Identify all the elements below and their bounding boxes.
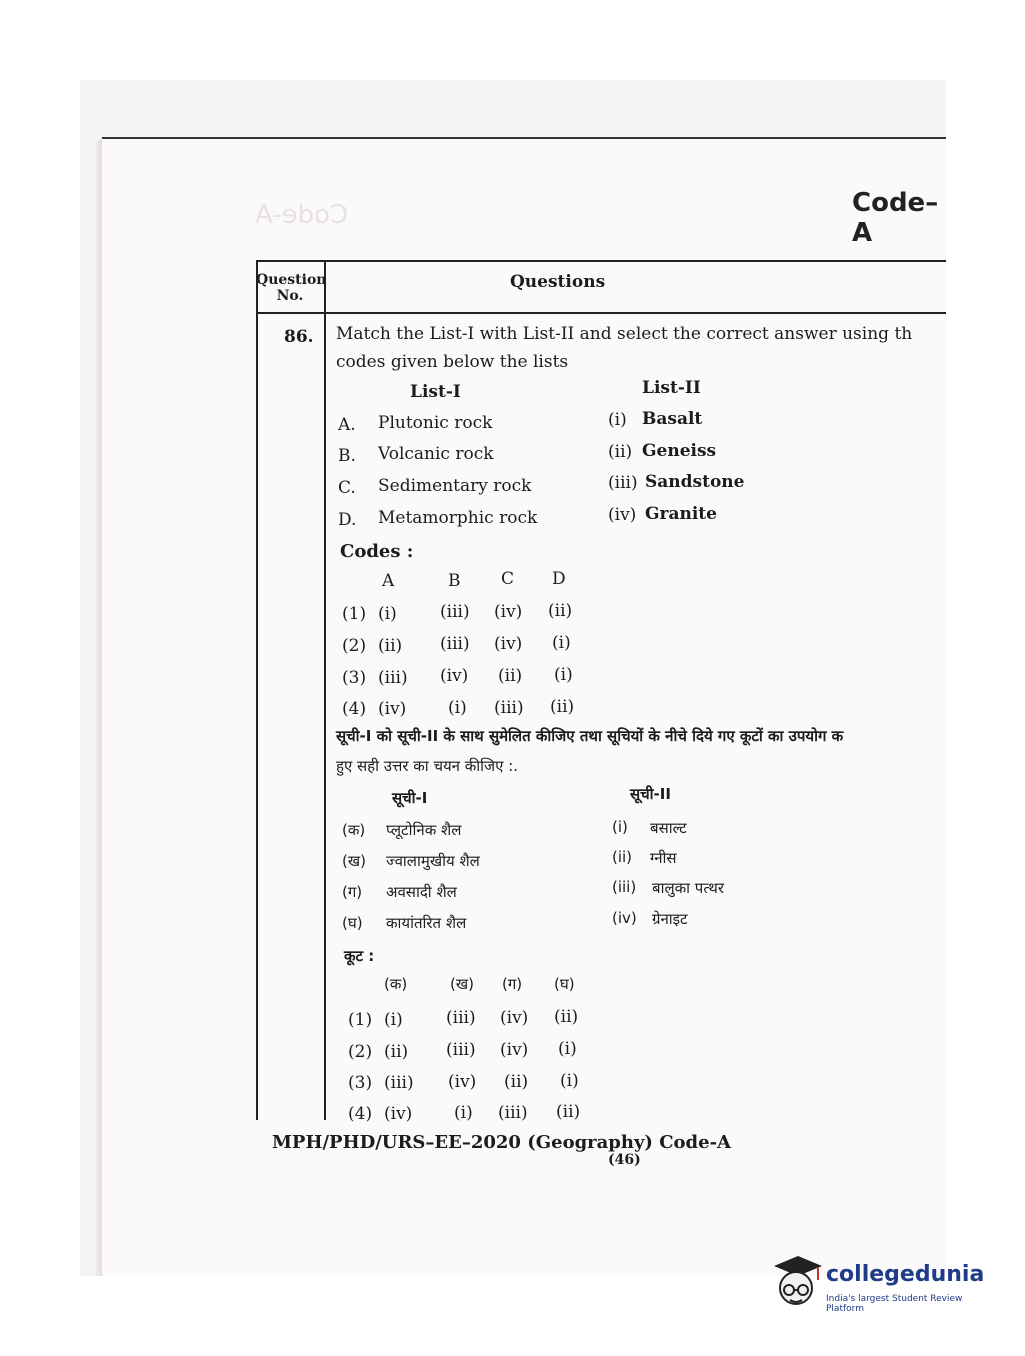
hindi-code-value: (iv)	[500, 1008, 529, 1028]
paper-code: Code–A	[852, 188, 939, 248]
collegedunia-watermark	[768, 1252, 998, 1322]
code-value: (iii)	[378, 668, 408, 688]
code-value: (iii)	[494, 698, 524, 718]
code-value: (ii)	[378, 636, 403, 656]
page-number: (46)	[608, 1152, 641, 1168]
list2-item: Granite	[645, 504, 717, 524]
code-header: A	[382, 571, 395, 591]
hindi-question-line1: सूची-I को सूची-II के साथ सुमेलित कीजिए तथा सूचियों के नीचे दिये गए कूटों का उपयोग क	[336, 727, 844, 745]
hindi-code-value: (iv)	[448, 1072, 477, 1092]
list2-item: Geneiss	[642, 441, 717, 461]
table-top-border	[256, 260, 946, 262]
code-value: (i)	[378, 604, 397, 624]
hindi-list1-key: (क)	[342, 821, 366, 839]
hindi-code-value: (i)	[558, 1039, 577, 1059]
hindi-code-option: (3)	[348, 1073, 373, 1093]
exam-footer: MPH/PHD/URS–EE–2020 (Geography) Code-A	[272, 1132, 732, 1153]
hindi-code-value: (iii)	[446, 1008, 476, 1028]
code-value: (iii)	[440, 602, 470, 622]
list1-item: Sedimentary rock	[378, 476, 532, 496]
hindi-code-option: (1)	[348, 1010, 373, 1030]
question-number: 86.	[284, 327, 314, 347]
hindi-code-value: (iv)	[384, 1104, 413, 1124]
list2-key: (ii)	[608, 442, 633, 462]
hindi-code-option: (2)	[348, 1042, 373, 1062]
hindi-list2-key: (iii)	[612, 878, 637, 896]
table-header-border	[256, 312, 946, 314]
code-value: (i)	[554, 665, 573, 685]
hindi-code-value: (iii)	[384, 1073, 414, 1093]
list2-key: (iii)	[608, 473, 638, 493]
hindi-code-value: (iii)	[498, 1103, 528, 1123]
hindi-codes-label: कूट :	[344, 947, 375, 965]
hindi-list1-item: कायांतरित शैल	[386, 914, 467, 932]
hindi-list1-key: (ख)	[342, 852, 366, 870]
bleed-through-text: Code-A	[255, 200, 349, 230]
list2-key: (iv)	[608, 505, 637, 525]
code-value: (iii)	[440, 634, 470, 654]
table-column-divider	[324, 260, 326, 1120]
code-value: (i)	[448, 698, 467, 718]
list2-title: List-II	[642, 378, 701, 398]
hindi-code-value: (i)	[384, 1010, 403, 1030]
code-header: D	[552, 569, 566, 589]
list1-key: C.	[338, 478, 356, 498]
list1-key: D.	[338, 510, 357, 530]
code-value: (i)	[552, 633, 571, 653]
code-value: (iv)	[440, 666, 469, 686]
column-header-questions: Questions	[510, 272, 606, 292]
column-header-question-no: Question No.	[256, 272, 327, 304]
hindi-list2-item: ग्नीस	[650, 849, 677, 867]
hindi-code-value: (ii)	[504, 1072, 529, 1092]
hindi-list1-item: ज्वालामुखीय शैल	[386, 852, 480, 870]
table-left-border	[256, 260, 258, 1120]
question-text-line2: codes given below the lists	[336, 352, 569, 372]
code-value: (ii)	[498, 666, 523, 686]
list1-item: Plutonic rock	[378, 413, 493, 433]
hindi-list1-item: प्लूटोनिक शैल	[386, 821, 462, 839]
hindi-code-header: (ग)	[502, 975, 523, 993]
student-mascot-icon	[768, 1252, 824, 1314]
hindi-list2-item: ग्रेनाइट	[652, 910, 688, 928]
list2-key: (i)	[608, 410, 627, 430]
scanned-page-background	[80, 80, 946, 1276]
hindi-list1-key: (ग)	[342, 883, 363, 901]
code-value: (iv)	[494, 602, 523, 622]
list1-key: A.	[338, 415, 356, 435]
code-value: (ii)	[548, 601, 573, 621]
brand-name: collegedunia	[826, 1262, 985, 1287]
hindi-code-value: (ii)	[556, 1102, 581, 1122]
code-option: (4)	[342, 699, 367, 719]
hindi-code-option: (4)	[348, 1104, 373, 1124]
brand-tagline: India's largest Student Review Platform	[826, 1294, 963, 1314]
code-option: (2)	[342, 636, 367, 656]
code-value: (iv)	[378, 699, 407, 719]
hindi-list1-item: अवसादी शैल	[386, 883, 457, 901]
hindi-code-header: (घ)	[554, 975, 575, 993]
hindi-list2-key: (iv)	[612, 909, 637, 927]
code-option: (3)	[342, 668, 367, 688]
code-header: C	[501, 569, 515, 589]
hindi-list2-key: (i)	[612, 818, 628, 836]
codes-label: Codes :	[340, 541, 414, 562]
hindi-code-header: (ख)	[450, 975, 474, 993]
list1-item: Volcanic rock	[378, 444, 494, 464]
list1-item: Metamorphic rock	[378, 508, 538, 528]
hindi-code-value: (i)	[560, 1071, 579, 1091]
hindi-code-value: (ii)	[554, 1007, 579, 1027]
code-value: (iv)	[494, 634, 523, 654]
code-header: B	[448, 571, 461, 591]
hindi-list2-item: बालुका पत्थर	[652, 879, 724, 897]
hindi-code-header: (क)	[384, 975, 408, 993]
hindi-list1-title: सूची-I	[392, 789, 428, 807]
hindi-code-value: (iii)	[446, 1040, 476, 1060]
hindi-code-value: (iv)	[500, 1040, 529, 1060]
hindi-list2-item: बसाल्ट	[650, 819, 687, 837]
hindi-code-value: (i)	[454, 1103, 473, 1123]
hindi-list2-key: (ii)	[612, 848, 633, 866]
code-value: (ii)	[550, 697, 575, 717]
question-text-line1: Match the List-I with List-II and select the correct answer using th	[336, 324, 913, 344]
hindi-list1-key: (घ)	[342, 914, 363, 932]
hindi-list2-title: सूची-II	[630, 785, 671, 803]
list2-item: Sandstone	[645, 472, 745, 492]
hindi-question-line2: हुए सही उत्तर का चयन कीजिए :.	[336, 757, 519, 775]
list1-title: List-I	[410, 382, 461, 402]
hindi-code-value: (ii)	[384, 1042, 409, 1062]
code-option: (1)	[342, 604, 367, 624]
list1-key: B.	[338, 446, 356, 466]
list2-item: Basalt	[642, 409, 703, 429]
